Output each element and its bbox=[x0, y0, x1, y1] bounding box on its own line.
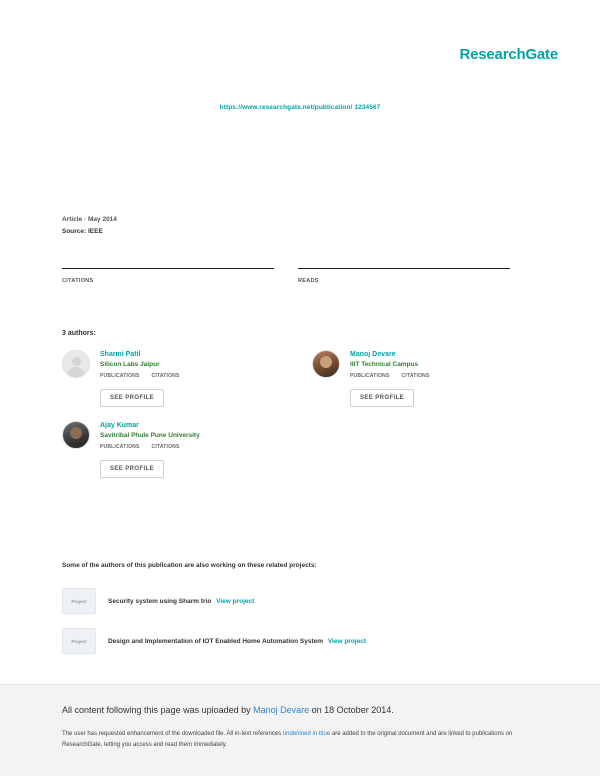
upload-statement bbox=[62, 705, 394, 715]
note-part-1: The user has requested enhancement of the downloaded file. All in-text references bbox=[62, 731, 283, 737]
projects-heading: Some of the authors of this publication are also working on these related projects: bbox=[62, 562, 317, 569]
project-item[interactable] bbox=[62, 628, 538, 654]
publications-label: PUBLICATIONS bbox=[350, 373, 390, 379]
citations-label: CITATIONS bbox=[401, 373, 430, 379]
upload-suffix: on 18 October 2014. bbox=[309, 705, 394, 715]
divider-line bbox=[62, 268, 274, 269]
project-title-text: Design and Implementation of IOT Enabled Home Automation System bbox=[108, 637, 324, 645]
author-name[interactable]: Manoj Devare bbox=[350, 351, 396, 358]
see-profile-button[interactable]: SEE PROFILE bbox=[100, 389, 164, 407]
researchgate-logo[interactable]: ResearchGate bbox=[459, 46, 558, 63]
author-row bbox=[62, 350, 538, 421]
see-profile-button[interactable]: SEE PROFILE bbox=[350, 389, 414, 407]
author-info bbox=[350, 350, 430, 407]
author-card-1 bbox=[62, 350, 288, 407]
projects-list bbox=[62, 588, 538, 668]
avatar bbox=[312, 350, 340, 378]
metrics-row bbox=[62, 268, 538, 284]
upload-prefix: All content following this page was uploaded by bbox=[62, 705, 254, 715]
citations-metric bbox=[62, 268, 274, 284]
author-stats bbox=[100, 373, 180, 379]
author-info bbox=[100, 350, 180, 407]
authors-grid bbox=[62, 350, 538, 492]
reads-label: READS bbox=[298, 278, 319, 284]
author-card-3 bbox=[62, 421, 288, 478]
authors-heading: 3 authors: bbox=[62, 330, 96, 337]
project-title bbox=[108, 598, 254, 605]
note-link[interactable]: underlined in blue bbox=[282, 731, 331, 737]
project-title-text: Security system using Sharm trio bbox=[108, 597, 212, 605]
view-project-link[interactable]: View project bbox=[216, 597, 255, 605]
avatar bbox=[62, 421, 90, 449]
article-source: Source: IEEE bbox=[62, 228, 103, 236]
author-stats bbox=[350, 373, 430, 379]
note-part-3: and are linked to publications on ResearchGate, letting you access and read them immediately. bbox=[62, 731, 513, 749]
author-affiliation[interactable]: IIIT Technical Campus bbox=[350, 361, 419, 368]
author-card-2 bbox=[312, 350, 538, 407]
note-part-2: are added to the original document bbox=[330, 731, 425, 737]
reads-metric bbox=[298, 268, 510, 284]
project-item[interactable] bbox=[62, 588, 538, 614]
author-affiliation[interactable]: Silicon Labs Jaipur bbox=[100, 361, 160, 368]
project-thumbnail-icon: Project bbox=[62, 588, 96, 614]
publication-url[interactable]: https://www.researchgate.net/publication/ 1234567 bbox=[219, 104, 381, 111]
avatar bbox=[62, 350, 90, 378]
project-title bbox=[108, 638, 366, 645]
citations-label: CITATIONS bbox=[151, 444, 180, 450]
author-name[interactable]: Sharmi Patil bbox=[100, 351, 141, 358]
publications-label: PUBLICATIONS bbox=[100, 444, 140, 450]
project-thumbnail-icon: Project bbox=[62, 628, 96, 654]
uploader-link[interactable]: Manoj Devare bbox=[253, 705, 310, 715]
author-info bbox=[100, 421, 200, 478]
enhancement-note bbox=[62, 729, 522, 751]
see-profile-button[interactable]: SEE PROFILE bbox=[100, 460, 164, 478]
publications-label: PUBLICATIONS bbox=[100, 373, 140, 379]
divider-line bbox=[298, 268, 510, 269]
article-type-date: Article · May 2014 bbox=[62, 216, 117, 223]
author-affiliation[interactable]: Savitribai Phule Pune University bbox=[100, 432, 200, 439]
author-name[interactable]: Ajay Kumar bbox=[100, 422, 139, 429]
view-project-link[interactable]: View project bbox=[327, 637, 366, 645]
article-meta bbox=[62, 214, 117, 239]
citations-label: CITATIONS bbox=[62, 278, 94, 284]
citations-label: CITATIONS bbox=[151, 373, 180, 379]
author-row bbox=[62, 421, 538, 492]
author-stats bbox=[100, 444, 200, 450]
footer-bar bbox=[0, 684, 600, 776]
author-card-empty bbox=[312, 421, 538, 478]
